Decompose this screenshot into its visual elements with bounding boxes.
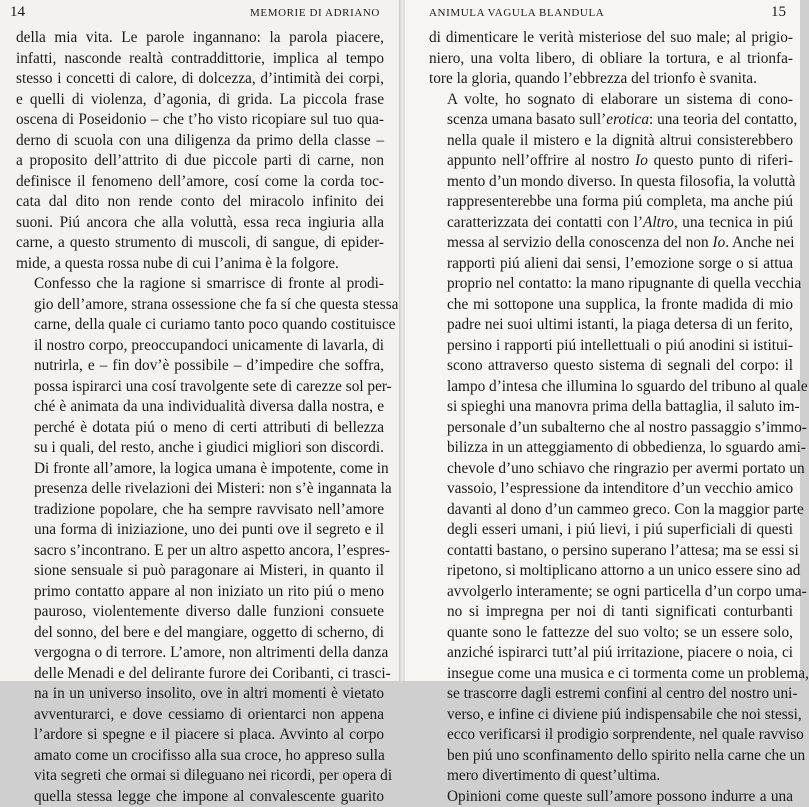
paragraph [429, 787, 793, 807]
text-line: personale d’un subalterno che al nostro passaggio s’immo- [429, 418, 793, 439]
text-line: tradizione popolare, che ha sempre ravvisato nell’amore [16, 500, 384, 521]
text-line: della mia vita. Le parole ingannano: la parola piacere, [16, 28, 384, 49]
text-line: messa al servizio della conoscenza del non Io. Anche nei [429, 233, 793, 254]
text-line: rappresenterebbe una forma piú completa, ma anche piú [429, 192, 793, 213]
text-line: carne, della quale ci curiamo tanto poco quando costituisce [16, 315, 384, 336]
text-line: l’ardore si spegne e il piacere si placa. Avvinto al corpo [16, 725, 384, 746]
text-line: degli esseri umani, i piú lievi, i piú superficiali di questi [429, 520, 793, 541]
text-line: nella quale il mistero e la dignità altrui consisterebbero [429, 131, 793, 152]
text-line: appunto nell’offrire al nostro Io questo punto di riferi- [429, 151, 793, 172]
text-line: ché è animata da una individualità diversa dalla nostra, e [16, 397, 384, 418]
text-line: del sonno, del bere e del mangiare, oggetto di scherno, di [16, 623, 384, 644]
right-page-body [429, 28, 793, 807]
text-line: chevole d’uno schiavo che ringrazio per avermi portato un [429, 459, 793, 480]
text-line: perché è dotata piú o meno di certi attributi di bellezza [16, 418, 384, 439]
text-line: pauroso, violentemente diverso dalle funzioni consuete [16, 602, 384, 623]
text-line: no si impregna per noi di tanti significati conturbanti [429, 602, 793, 623]
text-line: mento d’un mondo diverso. In questa filosofia, la voluttà [429, 172, 793, 193]
paragraph [16, 274, 384, 807]
running-head-left: MEMORIE DI ADRIANO [250, 4, 380, 22]
text-line: vita segreti che ormai si dileguano nei ricordi, per opera di [16, 766, 384, 787]
text-line: proprio nel contatto: la mano ripugnante di quella vecchia [429, 274, 793, 295]
text-line: contatti bastano, o persino superano l’attesa; ma se essi si [429, 541, 793, 562]
text-line: ben piú uno sconfinamento dello spirito nella carne che un [429, 746, 793, 767]
text-line: stesso i concetti di calore, di dolcezza, d’intimità dei corpi, [16, 69, 384, 90]
text-line: lampo d’intesa che illumina lo sguardo del tribuno al quale [429, 377, 793, 398]
text-line: davanti al dono d’un cammeo greco. Con la maggior parte [429, 500, 793, 521]
paragraph [429, 90, 793, 787]
text-line: una forma di iniziazione, uno dei punti ove il segreto e il [16, 520, 384, 541]
text-line: sacro s’incontrano. E per un altro aspetto ancora, l’espres- [16, 541, 384, 562]
text-line: nutrirla, e – fin dov’è possibile – d’impedire che soffra, [16, 356, 384, 377]
text-line: possa ispirarci una cosí travolgente sete di carezze sol per- [16, 377, 384, 398]
text-line: ripetono, si moltiplicano attorno a un unico essere sino ad [429, 561, 793, 582]
text-line: Opinioni come queste sull’amore possono indurre a una [429, 787, 793, 807]
text-line: persino i rapporti piú intellettuali o piú anodini si istitui- [429, 336, 793, 357]
text-line: a proposito dell’attrito di due piccole parti di carne, non [16, 151, 384, 172]
text-line: sione sensuale si può paragonare ai Misteri, in quanto il [16, 561, 384, 582]
running-head-right: ANIMULA VAGULA BLANDULA [429, 4, 604, 22]
book-gutter [399, 0, 405, 681]
text-line: oscena di Poseidonio – che t’ho visto ricopiare sul tuo qua- [16, 110, 384, 131]
text-line: insegue come una musica e ci tormenta come un problema, [429, 664, 793, 685]
text-line: Di fronte all’amore, la logica umana è impotente, come in [16, 459, 384, 480]
text-line: niero, una volta libero, di obliare la tortura, e al trionfa- [429, 49, 793, 70]
text-line: tore la gloria, quando l’ebbrezza del trionfo è svanita. [429, 69, 793, 90]
text-line: di dimenticare le verità misteriose del suo male; al prigio- [429, 28, 793, 49]
text-line: amato come un crocifisso alla sua croce, ho appreso sulla [16, 746, 384, 767]
text-line: se trascorre dagli estremi confini al centro del nostro uni- [429, 684, 793, 705]
text-line: che mi sottopone una supplica, la fronte madida di mio [429, 295, 793, 316]
text-line: Confesso che la ragione si smarrisce di fronte al prodi- [16, 274, 384, 295]
text-line: mero divertimento di quest’ultima. [429, 766, 793, 787]
text-line: avvolgerlo interamente; se ogni particella d’un corpo uma- [429, 582, 793, 603]
text-line: vergogna o di terrore. L’amore, non altrimenti della danza [16, 643, 384, 664]
text-line: scenza umana basato sull’erotica: una teoria del contatto, [429, 110, 793, 131]
text-line: si spieghi una manovra prima della battaglia, il saluto im- [429, 397, 793, 418]
text-line: anziché ispirarci tutt’al piú irritazione, piacere o noia, ci [429, 643, 793, 664]
text-line: na in un universo insolito, ove in altri momenti è vietato [16, 684, 384, 705]
text-line: A volte, ho sognato di elaborare un sistema di cono- [429, 90, 793, 111]
text-line: quella stessa legge che impone al convalescente guarito [16, 787, 384, 807]
text-line: derno di scuola con una diligenza da primo della classe – [16, 131, 384, 152]
left-page-body [16, 28, 384, 807]
text-line: e quelli di violenza, d’agonia, di grida. La piccola frase [16, 90, 384, 111]
text-line: scono attraverso questo sistema di segnali del corpo: il [429, 356, 793, 377]
text-line: padre nei suoi ultimi istanti, la piaga detersa di un ferito, [429, 315, 793, 336]
paragraph [429, 28, 793, 90]
text-line: presenza delle rivelazioni dei Misteri: non s’è ingannata la [16, 479, 384, 500]
text-line: quante sono le fattezze del suo volto; se un essere solo, [429, 623, 793, 644]
text-line: il nostro corpo, preoccupandoci unicamente di lavarla, di [16, 336, 384, 357]
text-line: gio dell’amore, strana ossessione che fa sí che questa stessa [16, 295, 384, 316]
text-line: caratterizzata dei contatti con l’Altro, una tecnica in piú [429, 213, 793, 234]
text-line: delle Menadi e del delirante furore dei Coribanti, ci trasci- [16, 664, 384, 685]
text-line: bilizza in un atteggiamento di obbedienza, lo sguardo ami- [429, 438, 793, 459]
page-number-left: 14 [10, 2, 25, 22]
left-page [0, 0, 402, 681]
text-line: mide, a questa rossa nube di cui l’anima è la folgore. [16, 254, 384, 275]
right-page [402, 0, 800, 681]
text-line: vassoio, l’espressione da intenditore d’un vecchio amico [429, 479, 793, 500]
text-line: cata dal dito non rende conto del miracolo infinito dei [16, 192, 384, 213]
text-line: su i quali, del resto, anche i giudici migliori son discordi. [16, 438, 384, 459]
text-line: rapporti piú alieni dai sensi, l’emozione sorge o si attua [429, 254, 793, 275]
text-line: ecco verificarsi il prodigio sorprendente, nel quale ravviso [429, 725, 793, 746]
text-line: avventurarci, e dove cessiamo di orientarci non appena [16, 705, 384, 726]
text-line: carne, a questo strumento di muscoli, di sangue, di epider- [16, 233, 384, 254]
text-line: definisce il fenomeno dell’amore, cosí come la corda toc- [16, 172, 384, 193]
text-line: verso, e infine ci diviene piú indispensabile che noi stessi, [429, 705, 793, 726]
paragraph [16, 28, 384, 274]
text-line: suoni. Piú ancora che alla voluttà, essa reca ingiuria alla [16, 213, 384, 234]
text-line: primo contatto appare al non iniziato un rito piú o meno [16, 582, 384, 603]
text-line: infatti, nasconde realtà contraddittorie, implica al tempo [16, 49, 384, 70]
page-number-right: 15 [771, 2, 786, 22]
